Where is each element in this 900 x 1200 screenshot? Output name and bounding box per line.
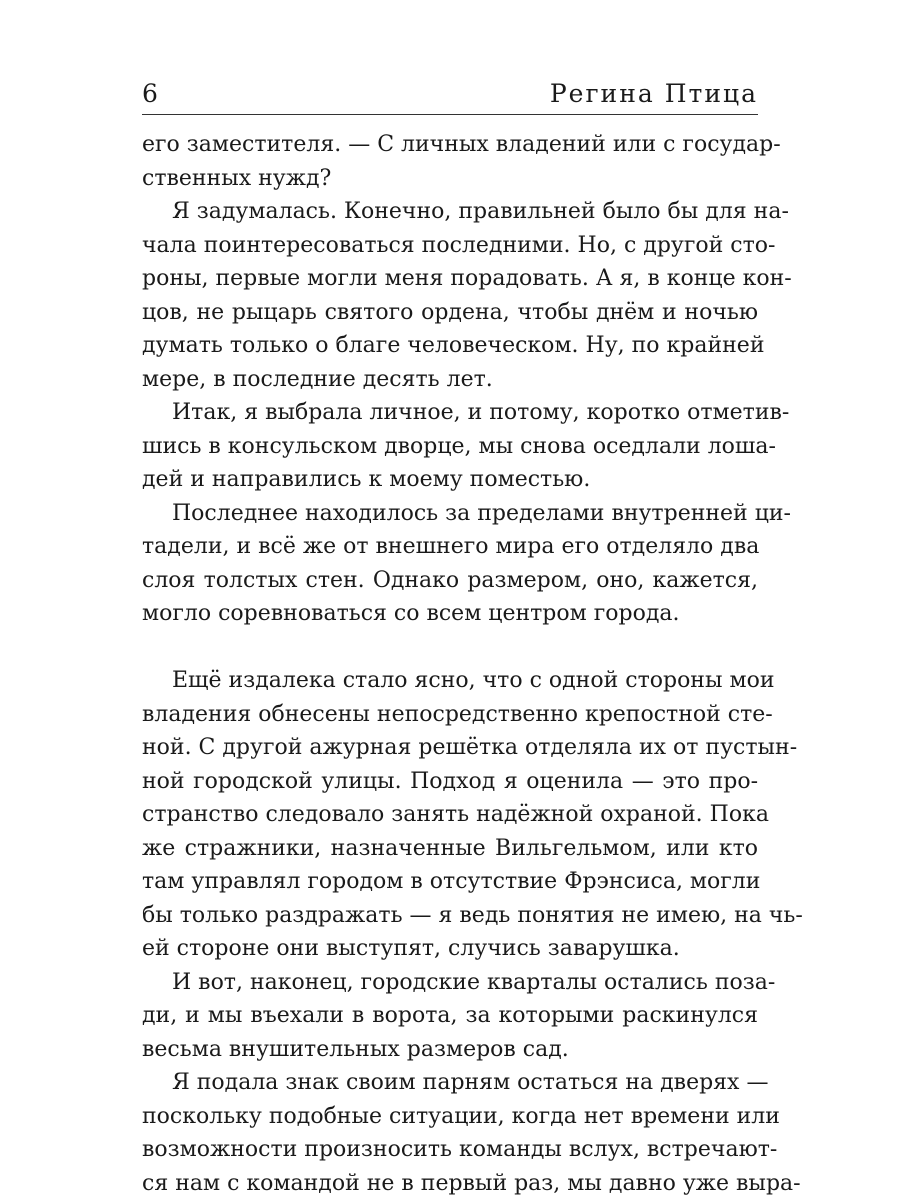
text-line: владения обнесены непосредственно крепостной сте- xyxy=(142,701,773,727)
text-line: роны, первые могли меня порадовать. А я, в конце кон- xyxy=(142,266,792,291)
text-line: цов, не рыцарь святого ордена, чтобы днём и ночью xyxy=(142,299,758,325)
text-line: ной. С другой ажурная решётка отделяла их от пустын- xyxy=(142,735,798,760)
text-line: чала поинтересоваться последними. Но, с другой сто- xyxy=(142,232,776,258)
text-line: бы только раздражать — я ведь понятия не имею, на чь- xyxy=(142,902,803,928)
text-line: могло соревноваться со всем центром города. xyxy=(142,601,680,626)
section-break xyxy=(142,631,758,665)
text-line: весьма внушительных размеров сад. xyxy=(142,1036,569,1062)
text-line: же стражники, назначенные Вильгельмом, или кто xyxy=(142,835,758,861)
text-line: Последнее находилось за пределами внутренней ци- xyxy=(172,500,791,526)
text-line: там управлял городом в отсутствие Фрэнсиса, могли xyxy=(142,869,761,894)
text-line: мере, в последние десять лет. xyxy=(142,366,493,392)
text-line: И вот, наконец, городские кварталы остались поза- xyxy=(172,969,776,995)
text-line: возможности произносить команды вслух, встречают- xyxy=(142,1137,778,1162)
text-line: его заместителя. — С личных владений или с государ- xyxy=(142,132,781,157)
page-number: 6 xyxy=(142,79,159,108)
text-line: дей и направились к моему поместью. xyxy=(142,467,591,492)
running-title: Регина Птица xyxy=(549,79,758,108)
text-line: ей стороне они выступят, случись заварушка. xyxy=(142,936,680,961)
text-line: тадели, и всё же от внешнего мира его отделяло два xyxy=(142,534,760,559)
text-line: Я задумалась. Конечно, правильней было бы для на- xyxy=(172,199,789,224)
body-text xyxy=(142,128,803,1200)
text-line: Ещё издалека стало ясно, что с одной стороны мои xyxy=(172,668,775,693)
text-line: думать только о благе человеческом. Ну, по крайней xyxy=(142,333,765,358)
text-line: Итак, я выбрала личное, и потому, коротко отметив- xyxy=(172,400,790,425)
text-line: шись в консульском дворце, мы снова оседлали лоша- xyxy=(142,433,776,459)
text-line: Я подала знак своим парням остаться на дверях — xyxy=(172,1070,769,1095)
text-line: слоя толстых стен. Однако размером, оно, кажется, xyxy=(142,567,758,593)
text-line: ной городской улицы. Подход я оценила — это про- xyxy=(142,768,758,794)
text-line: ся нам с командой не в первый раз, мы давно уже выра- xyxy=(142,1170,801,1196)
text-line: ди, и мы въехали в ворота, за которыми раскинулся xyxy=(142,1003,758,1028)
text-line: поскольку подобные ситуации, когда нет времени или xyxy=(142,1103,780,1129)
running-header xyxy=(142,68,758,115)
text-line: странство следовало занять надёжной охраной. Пока xyxy=(142,802,769,827)
text-line: ственных нужд? xyxy=(142,165,332,191)
